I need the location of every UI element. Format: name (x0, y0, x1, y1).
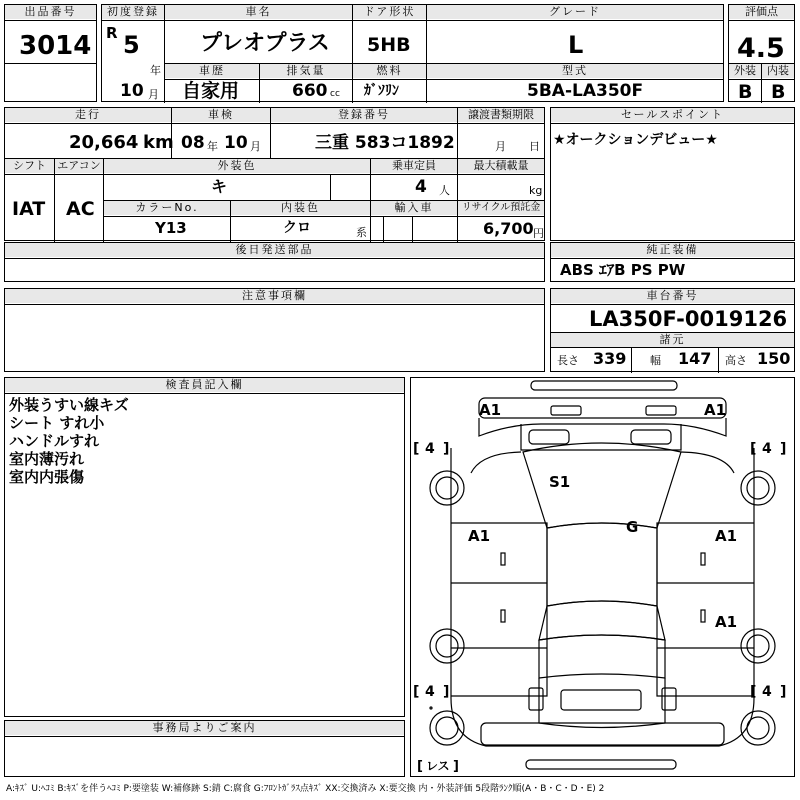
door-header: ドア形状 (353, 5, 426, 19)
spare-tyre-right-bracket: ] (453, 759, 459, 774)
notes-header: 注意事項欄 (5, 289, 544, 303)
model-value: 5BA-LA350F (527, 81, 644, 101)
int-color-header: 内装色 (231, 201, 370, 215)
displacement-value: 660 (292, 81, 328, 101)
tyre-rear-left-right-bracket: ] (443, 684, 450, 700)
car-diagram (411, 378, 794, 776)
grade-header: グレード (427, 5, 723, 19)
mileage-header: 走行 (5, 108, 171, 122)
max-load-header: 最大積載量 (458, 159, 544, 173)
reg-month-unit: 月 (148, 88, 159, 101)
tyre-front-left-left-bracket: [ (413, 441, 420, 457)
inspection-year-unit: 年 (207, 140, 218, 153)
sales-point-header: セールスポイント (551, 108, 794, 122)
exterior-header: 外装 (729, 64, 761, 78)
fuel-header: 燃料 (353, 64, 426, 78)
grade-value: L (568, 31, 584, 59)
interior-header: 内装 (762, 64, 794, 78)
later-parts-box (4, 242, 545, 282)
sales-point-text: ★オークションデビュー★ (553, 132, 718, 148)
int-color-unit: 系 (356, 226, 367, 239)
length-label: 長さ (557, 354, 579, 367)
remark-line: ハンドルすれ (9, 432, 100, 450)
inspection-year: 08 (181, 133, 205, 153)
damage-door-right: A1 (715, 527, 738, 545)
tyre-rear-right-right-bracket: ] (780, 684, 787, 700)
transfer-month-unit: 月 (495, 140, 506, 153)
import-header: 輸入車 (371, 201, 457, 215)
length-value: 339 (593, 349, 627, 368)
interior-score: B (771, 81, 786, 103)
height-label: 高さ (725, 354, 747, 367)
tyre-rear-right-left-bracket: [ (750, 684, 757, 700)
tyre-rear-left-left-bracket: [ (413, 684, 420, 700)
mileage-unit: km (143, 132, 174, 153)
capacity-unit: 人 (439, 184, 450, 197)
capacity-header: 乗車定員 (371, 159, 457, 173)
reg-month: 10 (120, 81, 144, 101)
chassis-header: 車台番号 (551, 289, 794, 303)
remark-line: シート すれ小 (9, 414, 105, 432)
history-value: 自家用 (182, 80, 240, 102)
lot-box (4, 4, 97, 102)
damage-glass: G (626, 518, 639, 536)
recycle-unit: 円 (533, 227, 544, 240)
car-diagram-box (410, 377, 795, 777)
capacity-value: 4 (415, 177, 427, 197)
damage-rear-door-right: A1 (715, 613, 738, 631)
notes-box (4, 288, 545, 372)
vehicle-info-box (101, 4, 724, 102)
score-box (728, 4, 795, 102)
tyre-rear-left: 4 (425, 684, 435, 700)
width-label: 幅 (650, 354, 661, 367)
remarks-list (9, 396, 129, 486)
score-header: 評価点 (729, 5, 794, 19)
damage-front-left: A1 (479, 401, 502, 419)
tyre-front-right: 4 (762, 441, 772, 457)
mileage-value: 20,664 (69, 132, 139, 153)
car-name-header: 車名 (165, 5, 352, 19)
office-header: 事務局よりご案内 (5, 721, 404, 735)
lot-header: 出品番号 (5, 5, 96, 19)
plate-number: 三重 583コ1892 (315, 133, 455, 153)
recycle-value: 6,700 (483, 219, 534, 238)
damage-front-right: A1 (704, 401, 727, 419)
reg-era: R (106, 24, 118, 42)
inspection-month: 10 (224, 133, 248, 153)
spare-tyre-left-bracket: [ (417, 759, 423, 774)
chassis-box (550, 288, 795, 372)
inspector-box (4, 377, 405, 717)
ext-color-header: 外装色 (104, 159, 370, 173)
legend-text: A:ｷｽﾞ U:ﾍｺﾐ B:ｷｽﾞを伴うﾍｺﾐ P:要塗装 W:補修跡 S:錆 C:腐食 G:ﾌﾛﾝﾄｶﾞﾗｽ点ｷｽﾞ XX:交換済み X:要交換 内・外装評価 5段階ﾗﾝｸ順(A・B・C・D・E) 2 (6, 784, 605, 794)
damage-door-left: A1 (468, 527, 491, 545)
equipment-header: 純正装備 (551, 243, 794, 257)
int-color-value: クロ (283, 220, 311, 236)
ext-color-value: キ (211, 177, 228, 196)
later-parts-header: 後日発送部品 (5, 243, 544, 257)
transfer-header: 譲渡書類期限 (458, 108, 544, 122)
remark-line: 室内薄汚れ (9, 450, 85, 468)
color-no-value: Y13 (155, 219, 187, 237)
inspection-month-unit: 月 (250, 140, 261, 153)
door-type: 5HB (367, 34, 411, 56)
displacement-header: 排気量 (260, 64, 352, 78)
reg-year-unit: 年 (150, 64, 161, 77)
exterior-score: B (738, 81, 753, 103)
transfer-day-unit: 日 (529, 140, 540, 153)
ac-header: エアコン (55, 159, 103, 173)
tyre-front-left: 4 (425, 441, 435, 457)
damage-roof: S1 (549, 473, 571, 491)
tyre-front-right-right-bracket: ] (780, 441, 787, 457)
chassis-number: LA350F-0019126 (589, 307, 788, 331)
model-header: 型式 (427, 64, 723, 78)
inspection-header: 車検 (172, 108, 270, 122)
max-load-unit: kg (529, 184, 543, 197)
recycle-header: リサイクル預託金 (458, 201, 544, 215)
lot-number: 3014 (19, 31, 92, 61)
tyre-front-right-left-bracket: [ (750, 441, 757, 457)
tyre-rear-right: 4 (762, 684, 772, 700)
history-header: 車歴 (165, 64, 259, 78)
reg-year: 5 (123, 31, 140, 59)
dims-header: 諸元 (551, 333, 794, 347)
reg-header: 初度登録 (102, 5, 164, 19)
equipment-box (550, 242, 795, 282)
displacement-unit: cc (330, 89, 340, 99)
ac-value: AC (66, 198, 95, 220)
detail-box (4, 107, 545, 241)
equipment-value: ABS ｴｱB PS PW (560, 261, 686, 279)
fuel-value: ｶﾞｿﾘﾝ (364, 83, 399, 99)
remark-line: 外装うすい線キズ (9, 396, 129, 414)
width-value: 147 (678, 349, 712, 368)
plate-header: 登録番号 (271, 108, 457, 122)
inspector-header: 検査員記入欄 (5, 378, 404, 392)
shift-header: シフト (5, 159, 54, 173)
remark-line: 室内内張傷 (9, 468, 85, 486)
car-name: プレオプラス (200, 31, 330, 56)
height-value: 150 (757, 349, 791, 368)
tyre-front-left-right-bracket: ] (443, 441, 450, 457)
office-box (4, 720, 405, 777)
spare-tyre-status: レス (426, 759, 450, 773)
score-value: 4.5 (737, 33, 785, 64)
shift-value: IAT (12, 198, 46, 220)
sales-point-box (550, 107, 795, 241)
color-no-header: カラーNo. (104, 201, 230, 215)
